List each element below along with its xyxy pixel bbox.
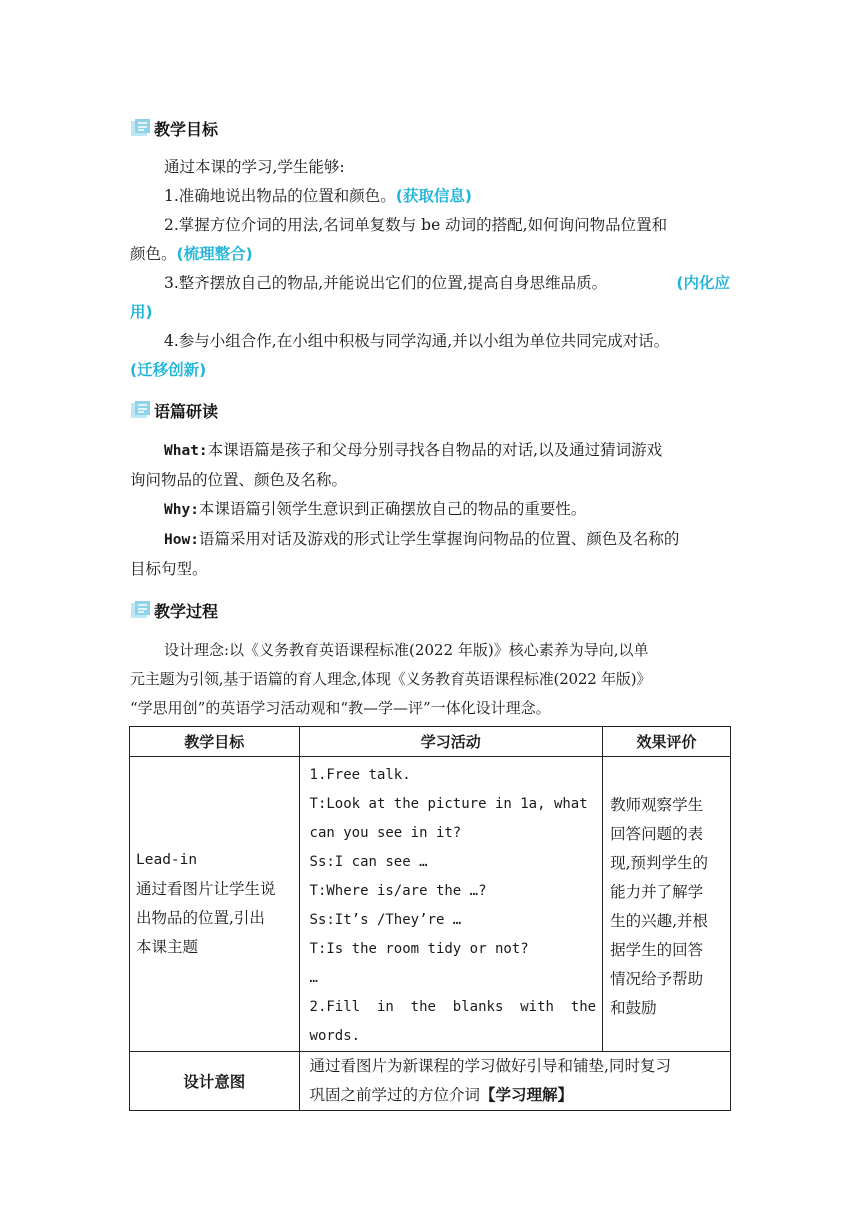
section-title: 语篇研读 xyxy=(154,401,219,421)
activity-line: 1.Free talk. xyxy=(309,767,411,783)
activity-line: Ss:I can see … xyxy=(309,854,428,870)
goal-line: 通过看图片让学生说 xyxy=(136,880,276,898)
objective-4-tag: (迁移创新) xyxy=(130,361,207,379)
intent-line2: 巩固之前学过的方位介词 xyxy=(309,1086,481,1104)
eval-line: 据学生的回答 xyxy=(610,941,704,959)
reading-analysis xyxy=(130,436,730,584)
design-intent-label: 设计意图 xyxy=(130,1052,300,1111)
table-row xyxy=(130,1052,731,1111)
concept-line1: 设计理念:以《义务教育英语课程标准(2022 年版)》核心素养为导向,以单 xyxy=(164,641,649,659)
section-process-header xyxy=(130,597,218,623)
objective-2-line2: 颜色。 xyxy=(130,245,177,263)
objective-1-tag: (获取信息) xyxy=(395,187,472,205)
eval-line: 现,预判学生的 xyxy=(610,854,709,872)
eval-line: 能力并了解学 xyxy=(610,883,704,901)
section-bullet-icon xyxy=(130,400,152,420)
activity-line: … xyxy=(309,970,318,986)
intent-line1: 通过看图片为新课程的学习做好引导和铺垫,同时复习 xyxy=(309,1057,671,1075)
eval-line: 回答问题的表 xyxy=(610,825,704,843)
activity-line: Ss:It’s /They’re … xyxy=(309,912,462,928)
eval-line: 情况给予帮助 xyxy=(610,970,704,988)
table-header-row xyxy=(130,727,731,757)
section-bullet-icon xyxy=(130,600,152,620)
section-reading-header xyxy=(130,397,218,423)
goal-line: 本课主题 xyxy=(136,938,199,956)
section-bullet-icon xyxy=(130,118,152,138)
lesson-plan-table xyxy=(129,726,731,1111)
header-evaluation: 效果评价 xyxy=(603,727,731,757)
section-title: 教学过程 xyxy=(154,601,219,621)
why-text: 本课语篇引领学生意识到正确摆放自己的物品的重要性。 xyxy=(198,500,587,518)
objective-3-tag-a: (内化应 xyxy=(676,274,730,292)
header-activity: 学习活动 xyxy=(299,727,603,757)
activity-line: T:Is the room tidy or not? xyxy=(309,941,529,957)
objective-3: 3.整齐摆放自己的物品,并能说出它们的位置,提高自身思维品质。 xyxy=(164,274,608,292)
intent-tag: 【学习理解】 xyxy=(480,1086,574,1104)
design-intent-text xyxy=(299,1052,730,1111)
section-objectives-header xyxy=(130,115,218,141)
activity-line: T:Where is/are the …? xyxy=(309,883,487,899)
design-concept xyxy=(130,636,730,723)
objectives-list xyxy=(130,153,730,385)
activity-line: can you see in it? xyxy=(309,825,462,841)
goal-line: 出物品的位置,引出 xyxy=(136,909,265,927)
why-label: Why: xyxy=(164,502,199,518)
goal-title: Lead-in xyxy=(136,852,198,868)
objective-2-tag: (梳理整合) xyxy=(176,245,253,263)
objective-3-tag-b: 用) xyxy=(130,303,153,321)
how-line2: 目标句型。 xyxy=(130,560,208,578)
activity-cell xyxy=(299,757,603,1052)
objective-2-line1: 2.掌握方位介词的用法,名词单复数与 be 动词的搭配,如何询问物品位置和 xyxy=(164,216,668,234)
table-row xyxy=(130,757,731,1052)
what-line1: 本课语篇是孩子和父母分别寻找各自物品的对话,以及通过猜词游戏 xyxy=(207,441,663,459)
activity-line: T:Look at the picture in 1a, what xyxy=(309,796,588,812)
how-label: How: xyxy=(164,532,199,548)
header-goal: 教学目标 xyxy=(130,727,300,757)
objective-4: 4.参与小组合作,在小组中积极与同学沟通,并以小组为单位共同完成对话。 xyxy=(164,332,670,350)
what-label: What: xyxy=(164,443,208,459)
objectives-intro: 通过本课的学习,学生能够: xyxy=(164,158,345,176)
what-line2: 询问物品的位置、颜色及名称。 xyxy=(130,471,348,489)
concept-line2: 元主题为引领,基于语篇的育人理念,体现《义务教育英语课程标准(2022 年版)》 xyxy=(130,670,652,688)
goal-cell xyxy=(130,757,300,1052)
activity-line: words. xyxy=(309,1028,361,1044)
activity-line: 2.Fill in the blanks with the xyxy=(309,999,597,1015)
section-title: 教学目标 xyxy=(154,119,219,139)
evaluation-cell xyxy=(603,757,731,1052)
how-line1: 语篇采用对话及游戏的形式让学生掌握询问物品的位置、颜色及名称的 xyxy=(198,530,680,548)
concept-line3: “学思用创”的英语学习活动观和“教—学—评”一体化设计理念。 xyxy=(130,699,551,717)
objective-1: 1.准确地说出物品的位置和颜色。 xyxy=(164,187,396,205)
eval-line: 教师观察学生 xyxy=(610,796,704,814)
eval-line: 和鼓励 xyxy=(610,999,657,1017)
eval-line: 生的兴趣,并根 xyxy=(610,912,709,930)
